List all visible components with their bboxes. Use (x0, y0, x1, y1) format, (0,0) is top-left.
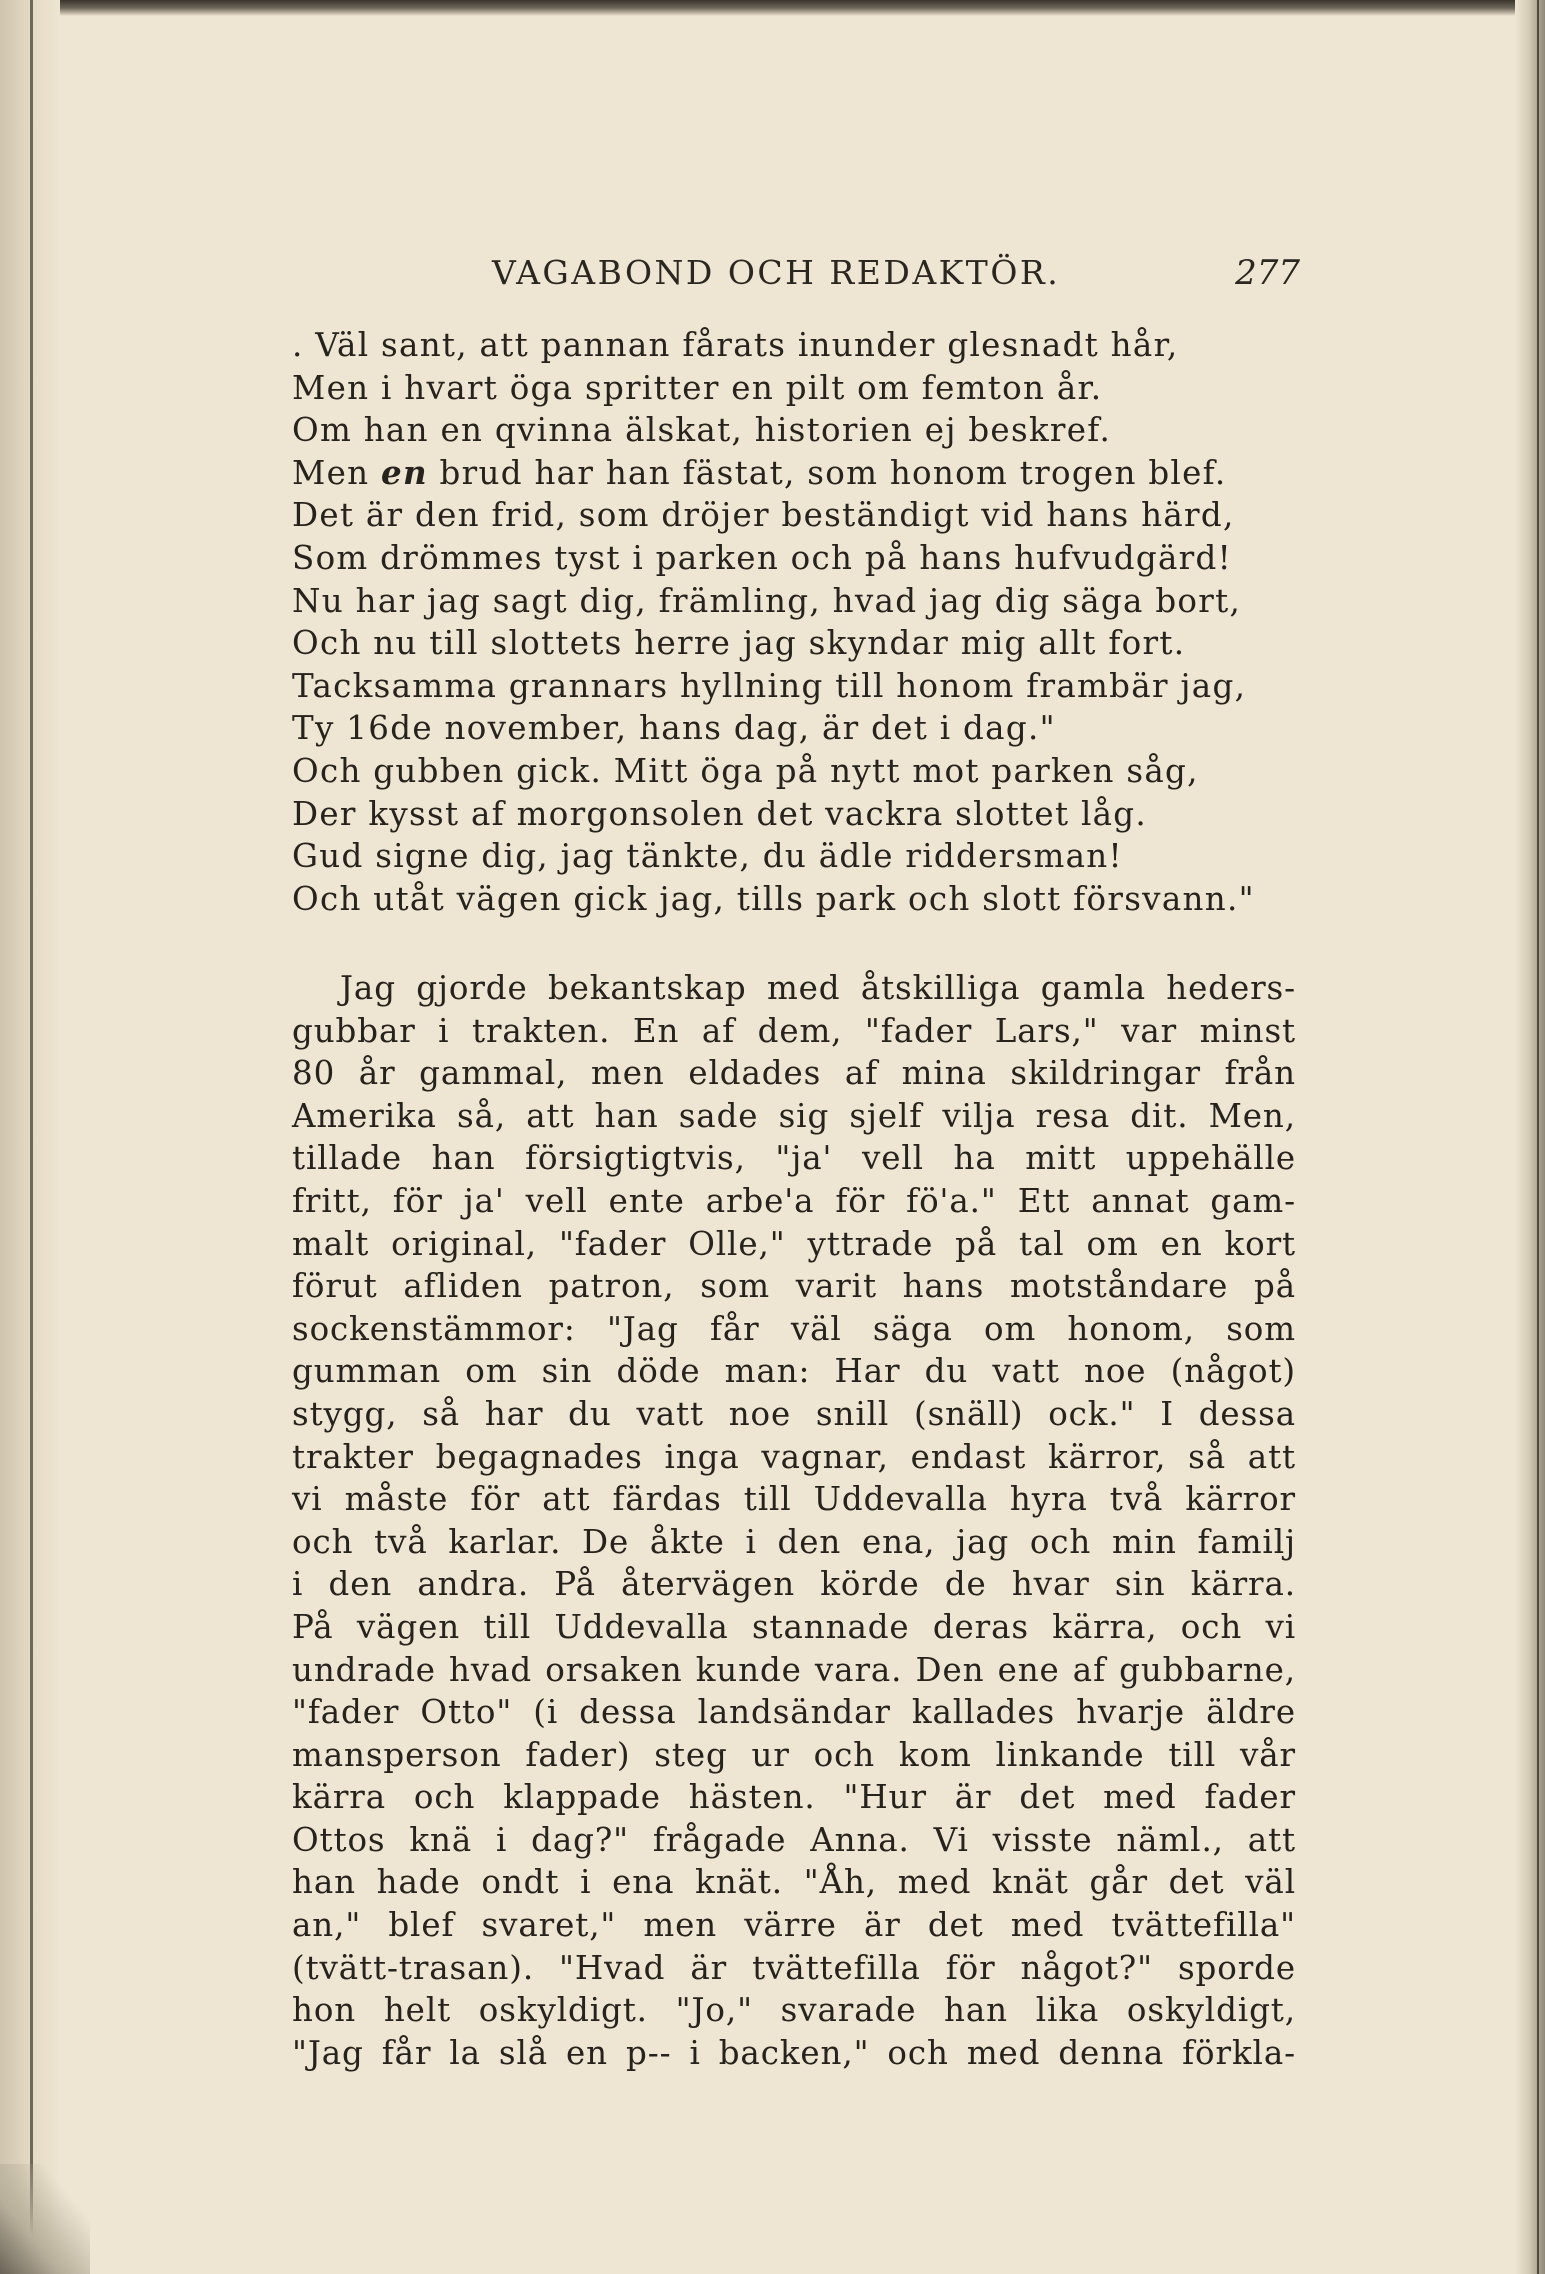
verse-line: . Väl sant, att pannan fårats inunder glesnadt hår, (292, 326, 1179, 364)
verse-line (292, 452, 1300, 495)
prose-line: På vägen till Uddevalla stannade deras kärra, och vi (292, 1607, 1296, 1646)
verse-line: Det är den frid, som dröjer beständigt vid hans härd, (292, 496, 1235, 535)
prose-line: vi måste för att färdas till Uddevalla hyra två kärror (292, 1480, 1296, 1519)
page-top-edge (0, 0, 1545, 16)
prose-line: han hade ondt i ena knät. "Åh, med knät går det väl (292, 1863, 1296, 1902)
prose-paragraph (292, 967, 1296, 2074)
verse-line: Der kysst af morgonsolen det vackra slottet låg. (292, 794, 1148, 833)
prose-line: och två karlar. De åkte i den ena, jag och min familj (292, 1522, 1296, 1561)
prose-line: sockenstämmor: "Jag får väl säga om honom, som (292, 1309, 1296, 1348)
fore-edge-line (1537, 0, 1539, 2274)
verse-text: brud har han fästat, som honom trogen blef. (427, 453, 1227, 492)
prose-line: Ottos knä i dag?" frågade Anna. Vi visste näml., att (292, 1820, 1296, 1859)
page-number: 277 (1235, 253, 1300, 293)
prose-line: mansperson fader) steg ur och kom linkande till vår (292, 1735, 1296, 1774)
prose-line: "fader Otto" (i dessa landsändar kallades hvarje äldre (292, 1693, 1296, 1732)
prose-line: 80 år gammal, men eldades af mina skildringar från (292, 1054, 1296, 1093)
binding-line (30, 0, 33, 2274)
page-header (292, 253, 1300, 313)
prose-line: tillade han försigtigtvis, "ja' vell ha mitt uppehälle (292, 1139, 1296, 1178)
prose-line: "Jag får la slå en p-- i backen," och med denna förkla- (292, 2033, 1296, 2072)
prose-line: i den andra. På återvägen körde de hvar sin kärra. (292, 1565, 1296, 1604)
verse-line: Och utåt vägen gick jag, tills park och slott försvann." (292, 879, 1255, 918)
prose-line: gumman om sin döde man: Har du vatt noe (något) (292, 1352, 1296, 1391)
verse-line: Och gubben gick. Mitt öga på nytt mot parken såg, (292, 751, 1199, 790)
page-fore-edge (1515, 0, 1545, 2274)
verse-line: Gud signe dig, jag tänkte, du ädle riddersman! (292, 837, 1123, 876)
verse-line: Som drömmes tyst i parken och på hans hufvudgärd! (292, 538, 1232, 577)
verse-line: Ty 16de november, hans dag, är det i dag." (292, 709, 1056, 748)
verse-line: Om han en qvinna älskat, historien ej beskref. (292, 411, 1112, 450)
verse-line: Tacksamma grannars hyllning till honom frambär jag, (292, 666, 1247, 705)
prose-line: (tvätt-trasan). "Hvad är tvättefilla för något?" sporde (292, 1948, 1296, 1987)
poem-stanza (292, 324, 1300, 920)
prose-line: stygg, så har du vatt noe snill (snäll) ock." I dessa (292, 1394, 1296, 1433)
prose-line: undrade hvad orsaken kunde vara. Den ene af gubbarne, (292, 1650, 1296, 1689)
prose-line: förut afliden patron, som varit hans motståndare på (292, 1267, 1296, 1306)
emphasized-word: en (380, 452, 428, 492)
prose-line: Amerika så, att han sade sig sjelf vilja resa dit. Men, (292, 1096, 1296, 1135)
verse-line: Men i hvart öga spritter en pilt om femton år. (292, 368, 1103, 407)
prose-line: hon helt oskyldigt. "Jo," svarade han lika oskyldigt, (292, 1991, 1296, 2030)
running-head: VAGABOND OCH REDAKTÖR. (492, 253, 1061, 292)
verse-text: Men (292, 453, 381, 492)
prose-line: kärra och klappade hästen. "Hur är det med fader (292, 1778, 1296, 1817)
prose-line: Jag gjorde bekantskap med åtskilliga gamla heders- (340, 969, 1296, 1007)
prose-line: malt original, "fader Olle," yttrade på tal om en kort (292, 1224, 1296, 1263)
corner-shadow (0, 2164, 90, 2274)
verse-line: Och nu till slottets herre jag skyndar mig allt fort. (292, 624, 1186, 663)
prose-line: trakter begagnades inga vagnar, endast kärror, så att (292, 1437, 1296, 1476)
prose-line: gubbar i trakten. En af dem, "fader Lars," var minst (292, 1011, 1296, 1050)
prose-line: an," blef svaret," men värre är det med tvättefilla" (292, 1906, 1296, 1945)
verse-line: Nu har jag sagt dig, främling, hvad jag dig säga bort, (292, 581, 1242, 620)
prose-line: fritt, för ja' vell ente arbe'a för fö'a." Ett annat gam- (292, 1181, 1296, 1220)
